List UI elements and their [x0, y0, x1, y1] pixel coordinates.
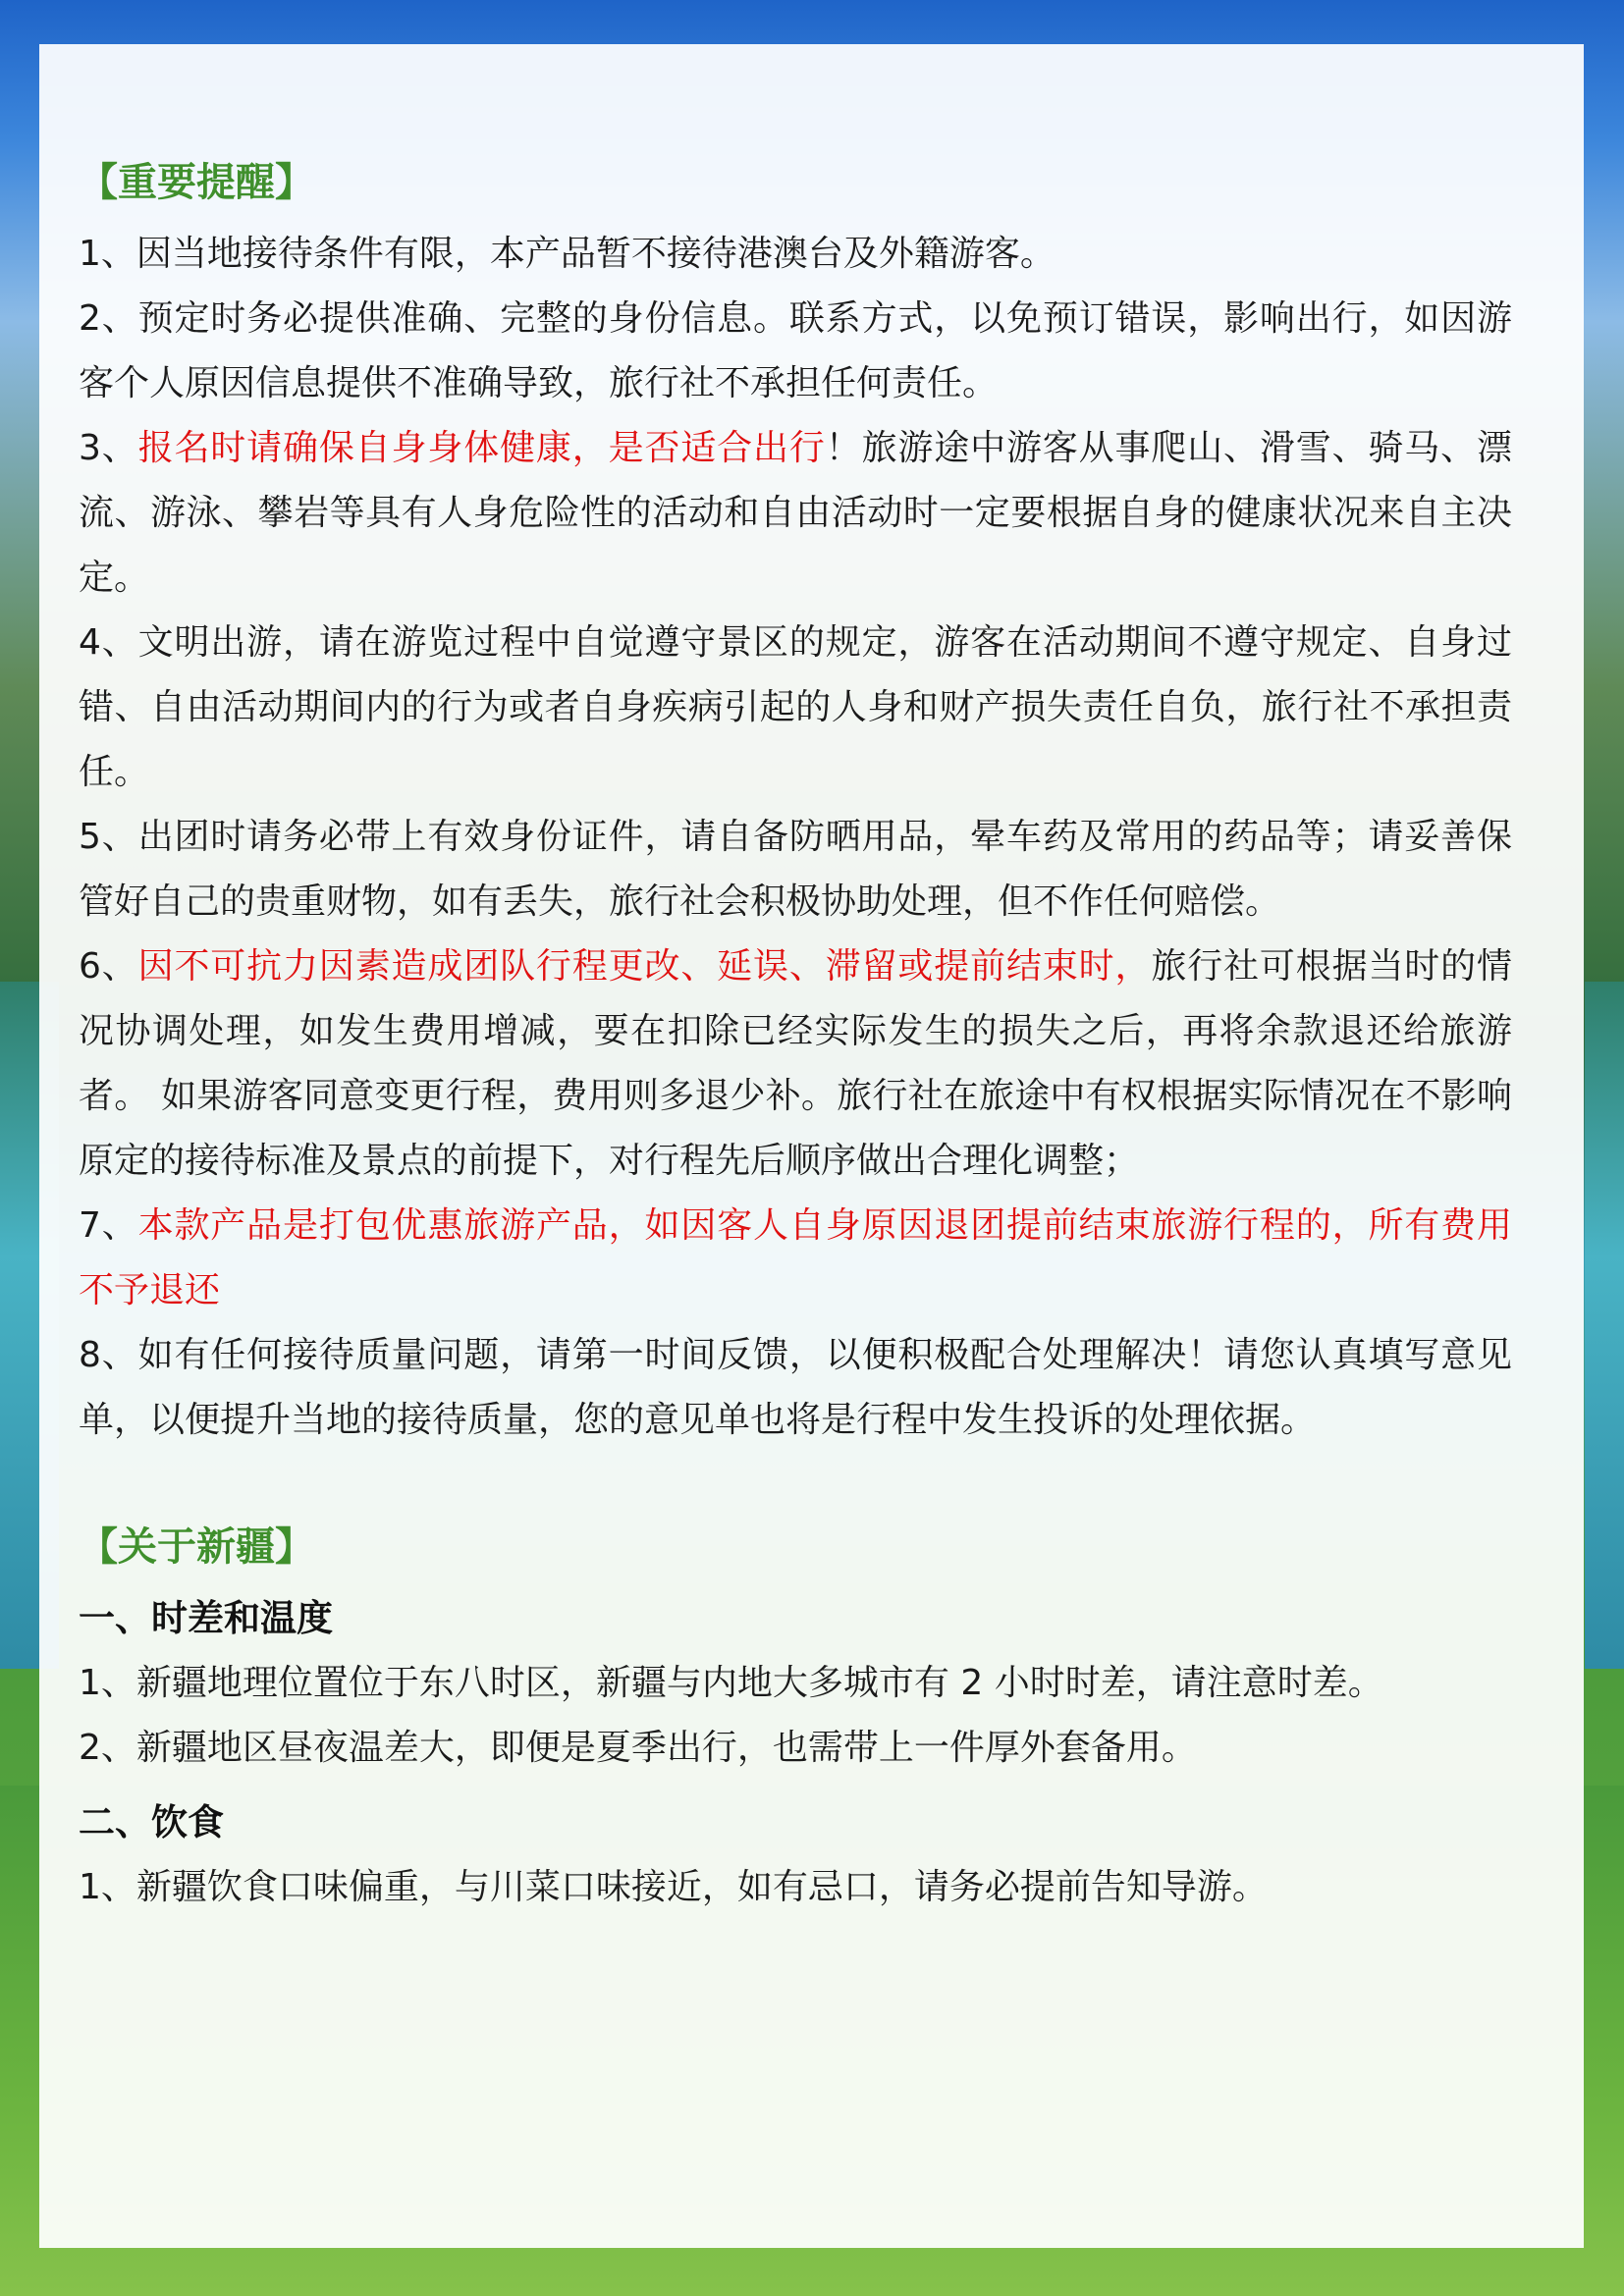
- about-heading: 【关于新疆】: [79, 1524, 314, 1570]
- reminder-item-6-prefix: 6、: [79, 946, 138, 987]
- reminder-item-3-highlight: 报名时请确保自身身体健康，是否适合出行: [137, 428, 826, 468]
- reminder-item-4: 4、文明出游，请在游览过程中自觉遵守景区的规定，游客在活动期间不遵守规定、自身过错、自由活动期间内的行为或者自身疾病引起的人身和财产损失责任自负，旅行社不承担责任。: [79, 622, 1512, 792]
- about-sub1-item-2: 2、新疆地区昼夜温差大，即便是夏季出行，也需带上一件厚外套备用。: [79, 1728, 1197, 1768]
- reminder-item-5: 5、出团时请务必带上有效身份证件，请自备防晒用品，晕车药及常用的药品等；请妥善保管好自己的贵重财物，如有丢失，旅行社会积极协助处理，但不作任何赔偿。: [79, 817, 1512, 922]
- reminder-item-7: [79, 1194, 1512, 1323]
- reminder-item-1: 1、因当地接待条件有限，本产品暂不接待港澳台及外籍游客。: [79, 234, 1056, 274]
- section-spacer: [79, 1453, 1512, 1522]
- reminder-item-8: 8、如有任何接待质量问题，请第一时间反馈，以便积极配合处理解决！请您认真填写意见单，以便提升当地的接待质量，您的意见单也将是行程中发生投诉的处理依据。: [79, 1335, 1512, 1440]
- reminder-item-7-highlight: 本款产品是打包优惠旅游产品，如因客人自身原因退团提前结束旅游行程的，所有费用不予退还: [79, 1205, 1512, 1310]
- about-sub2-item-1: 1、新疆饮食口味偏重，与川菜口味接近，如有忌口，请务必提前告知导游。: [79, 1867, 1268, 1907]
- subsection-spacer: [79, 1781, 1512, 1790]
- reminder-item-7-prefix: 7、: [79, 1205, 138, 1246]
- about-sub1-item-1: 1、新疆地理位置位于东八时区，新疆与内地大多城市有 2 小时时差，请注意时差。: [79, 1663, 1383, 1703]
- reminder-heading: 【重要提醒】: [79, 160, 314, 205]
- reminder-item-6-highlight: 因不可抗力因素造成团队行程更改、延误、滞留或提前结束时，: [137, 946, 1152, 987]
- reminder-item-6: [79, 934, 1512, 1194]
- background-water-right: [1585, 982, 1624, 1669]
- about-sub2-title: 二、饮食: [79, 1801, 224, 1843]
- reminder-item-2: 2、预定时务必提供准确、完整的身份信息。联系方式，以免预订错误，影响出行，如因游客个人原因信息提供不准确导致，旅行社不承担任何责任。: [79, 298, 1512, 403]
- reminder-item-3: [79, 416, 1512, 611]
- reminder-item-3-prefix: 3、: [79, 428, 138, 468]
- reminder-item-3-rest: ！旅游途中游客从事爬山、滑雪、骑马、漂流、游泳、攀岩等具有人身危险性的活动和自由活动时一定要根据自身的健康状况来自主决定。: [79, 428, 1512, 598]
- document-content: [79, 157, 1512, 1920]
- about-sub1-title: 一、时差和温度: [79, 1597, 333, 1639]
- reminder-item-6-rest: 旅行社可根据当时的情况协调处理，如发生费用增减，要在扣除已经实际发生的损失之后，再将余款退还给旅游者。 如果游客同意变更行程，费用则多退少补。旅行社在旅途中有权根据实际情况在不影响原定的接待标准及景点的前提下，对行程先后顺序做出合理化调整；: [79, 946, 1512, 1181]
